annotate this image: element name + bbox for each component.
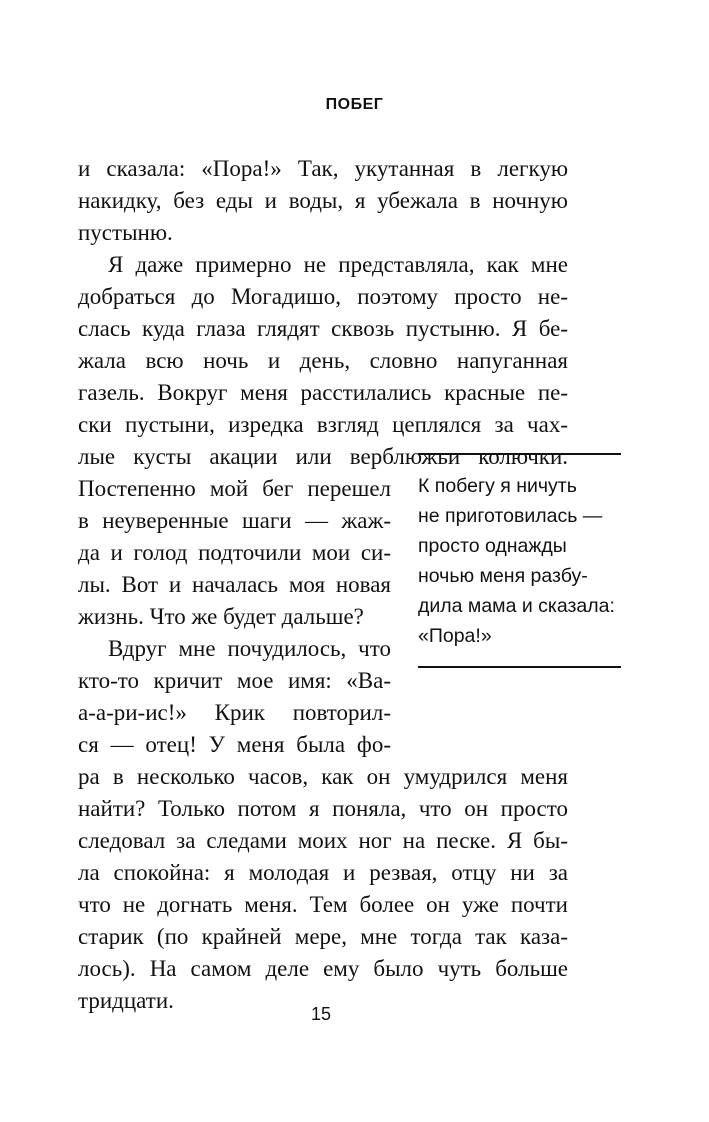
text-line: добраться до Могадишо, поэтому просто не- bbox=[78, 284, 568, 309]
text-line: лось). На самом деле ему было чуть больше bbox=[78, 956, 568, 981]
text-line: ла спокойна: я молодая и резвая, отцу ни за bbox=[78, 860, 568, 885]
page-number: 15 bbox=[310, 1004, 332, 1024]
pull-quote-line: ночью меня разбу- bbox=[418, 565, 588, 587]
text-line: что не догнать меня. Тем более он уже почти bbox=[78, 892, 568, 917]
text-line: ра в несколько часов, как он умудрился меня bbox=[78, 764, 568, 789]
text-line: кто-то кричит мое имя: «Ва- bbox=[78, 668, 391, 693]
text-line: жала всю ночь и день, словно напуганная bbox=[78, 348, 568, 373]
pull-quote-line: «Пора!» bbox=[418, 625, 492, 647]
text-line: жизнь. Что же будет дальше? bbox=[78, 604, 364, 629]
text-line: Постепенно мой бег перешел bbox=[78, 476, 391, 501]
running-head: ПОБЕГ bbox=[325, 96, 384, 113]
text-line: тридцати. bbox=[78, 988, 174, 1013]
pull-quote-line: просто однажды bbox=[418, 535, 567, 557]
text-line: старик (по крайней мере, мне тогда так каза- bbox=[78, 924, 568, 949]
text-line: найти? Только потом я поняла, что он просто bbox=[78, 796, 568, 821]
pull-quote-line: дила мама и сказала: bbox=[418, 595, 615, 617]
text-line: а-а-ри-ис!» Крик повторил- bbox=[78, 700, 391, 725]
text-line: слась куда глаза глядят сквозь пустыню. Я бе- bbox=[78, 316, 568, 341]
text-line: накидку, без еды и воды, я убежала в ночную bbox=[78, 188, 568, 213]
text-line: Вдруг мне почудилось, что bbox=[108, 636, 391, 661]
text-line: лые кусты акации или верблюжьи колючки. bbox=[78, 444, 568, 469]
text-line: да и голод подточили мои си- bbox=[78, 540, 391, 565]
pull-quote-line: К побегу я ничуть bbox=[418, 475, 577, 497]
text-line: газель. Вокруг меня расстилались красные пе- bbox=[78, 380, 568, 405]
pull-quote bbox=[403, 453, 621, 668]
text-line: ся — отец! У меня была фо- bbox=[78, 732, 391, 757]
text-line: следовал за следами моих ног на песке. Я бы- bbox=[78, 828, 568, 853]
pull-quote-line: не приготовилась — bbox=[418, 505, 603, 527]
text-line: Я даже примерно не представляла, как мне bbox=[108, 252, 568, 277]
text-line: в неуверенные шаги — жаж- bbox=[78, 508, 391, 533]
text-line: ски пустыни, изредка взгляд цеплялся за чах- bbox=[78, 412, 568, 437]
pull-quote-top-rule bbox=[418, 453, 621, 455]
pull-quote-bottom-rule bbox=[418, 666, 621, 668]
text-line: и сказала: «Пора!» Так, укутанная в легкую bbox=[78, 156, 568, 181]
text-line: пустыню. bbox=[78, 220, 173, 245]
text-line: лы. Вот и началась моя новая bbox=[78, 572, 391, 597]
